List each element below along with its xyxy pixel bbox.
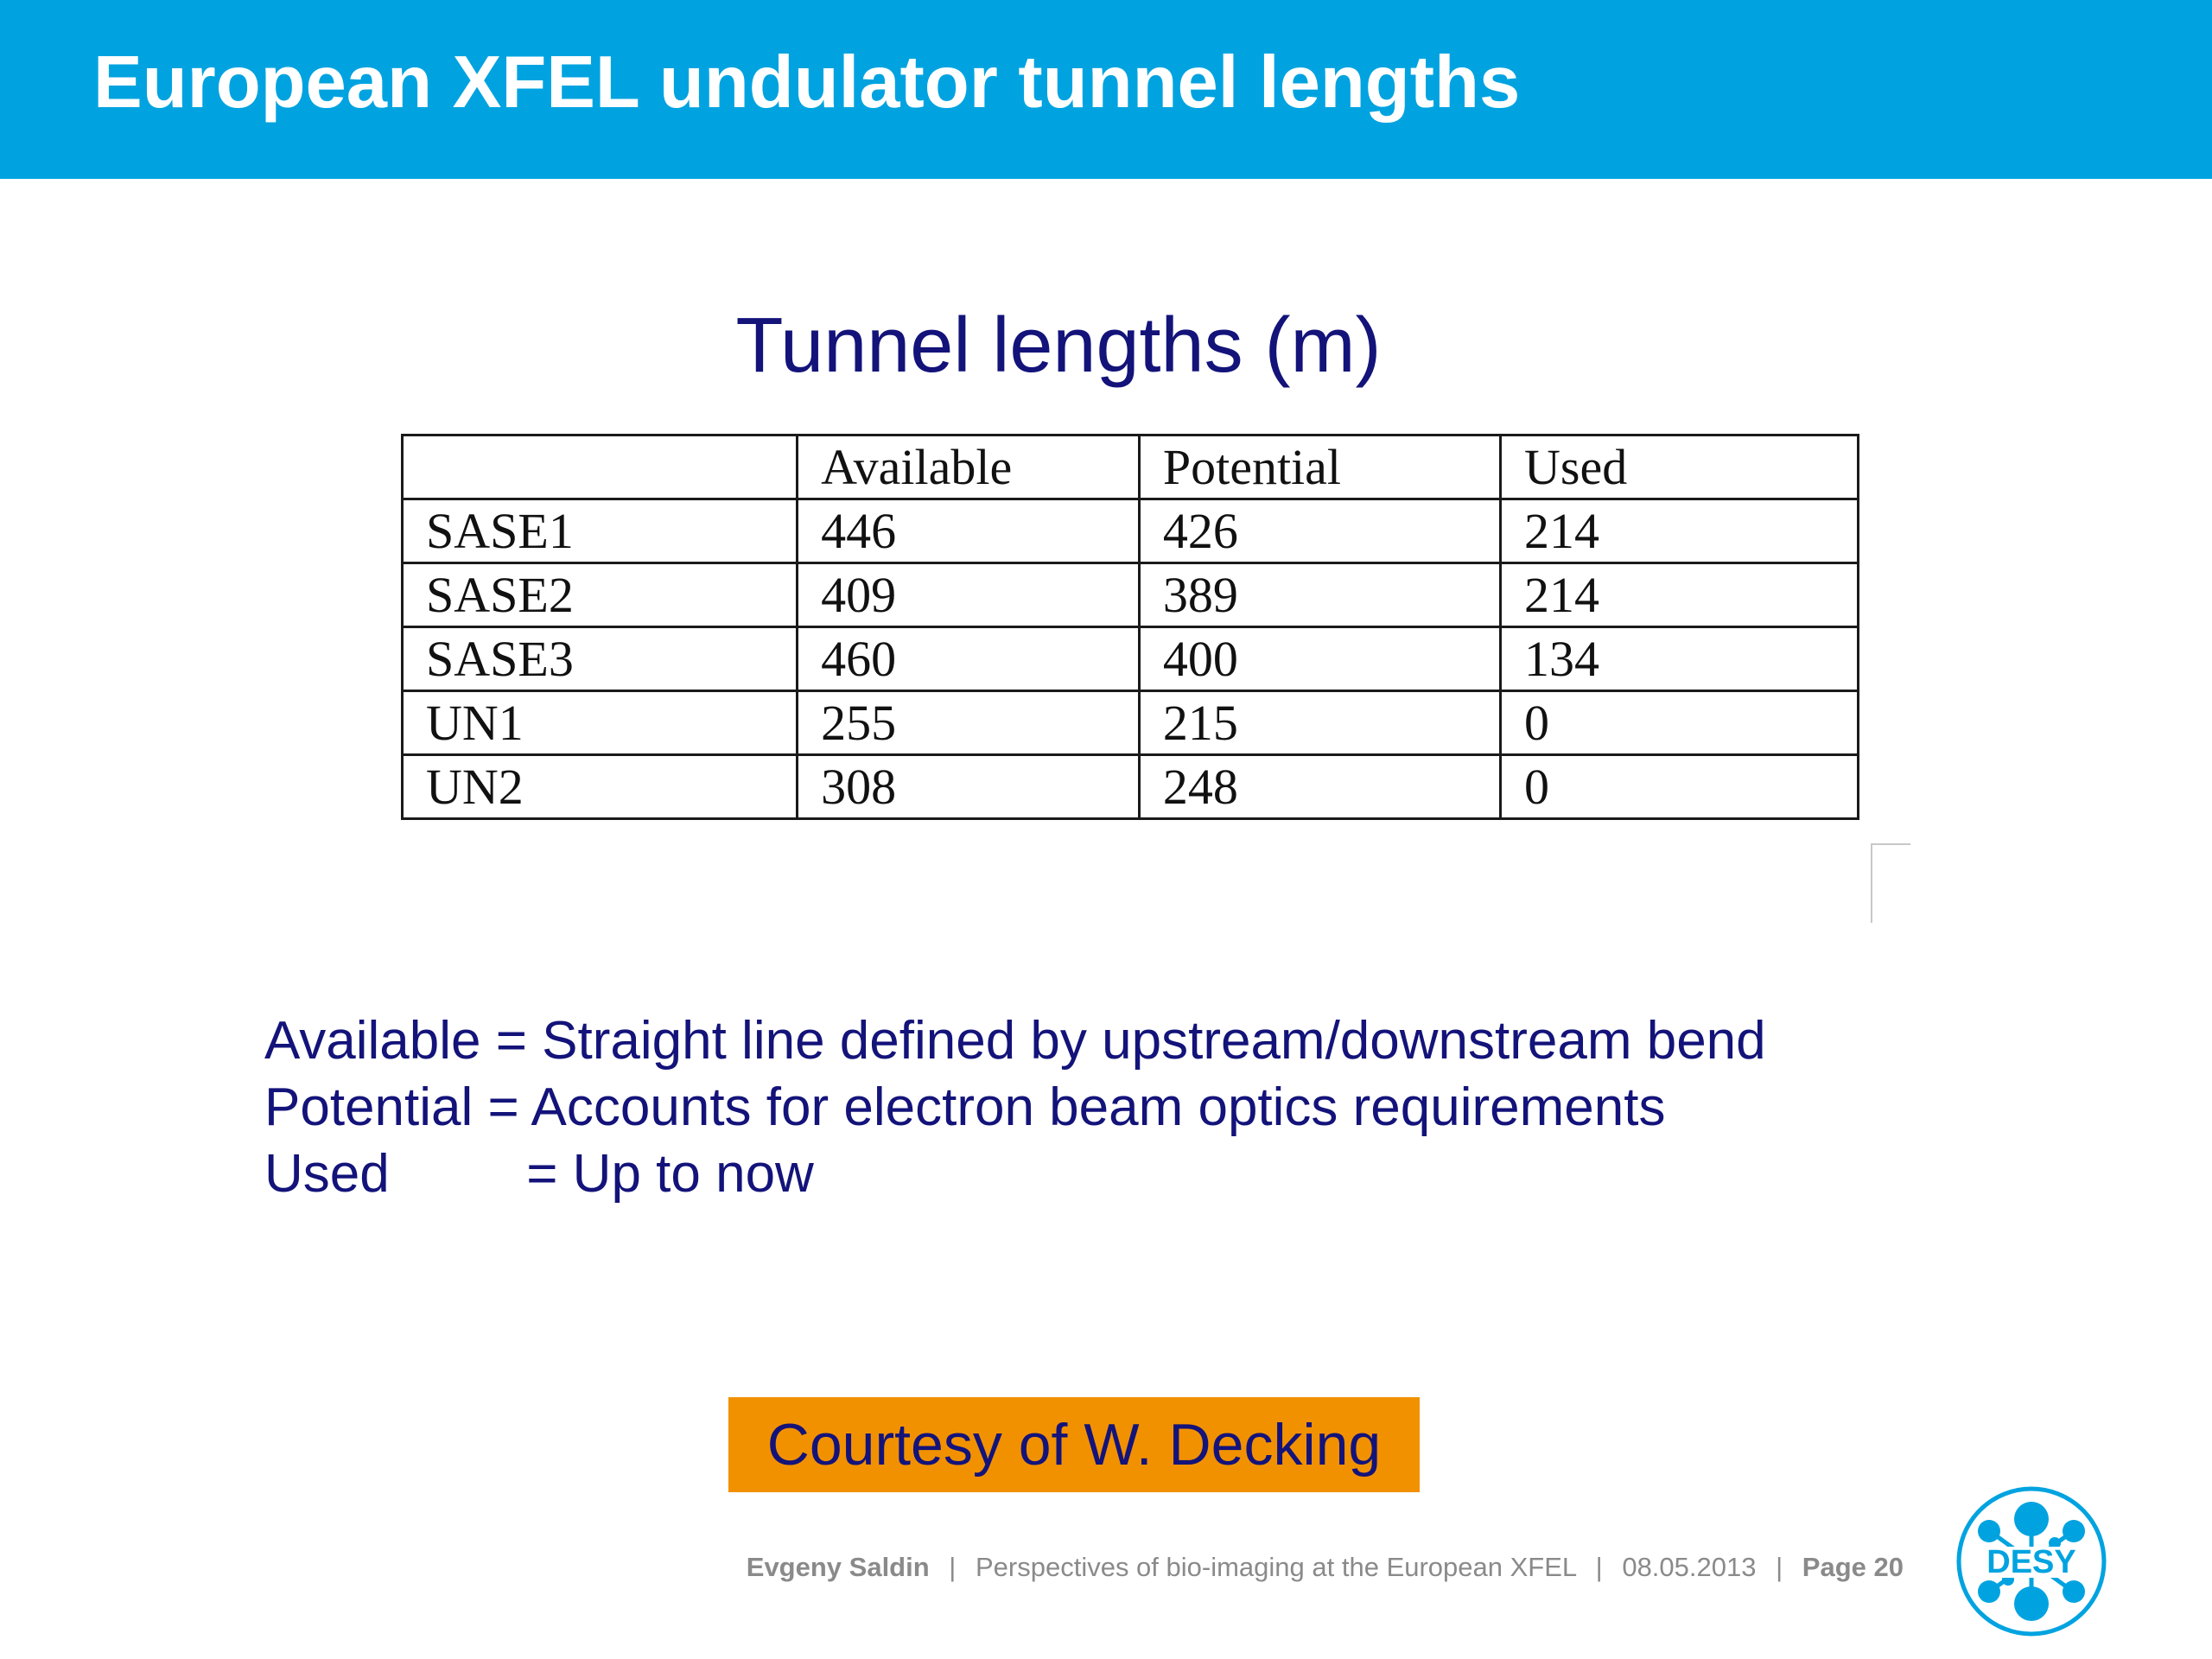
table-row bbox=[403, 499, 1859, 563]
definition-term: Potential bbox=[264, 1077, 474, 1137]
row-label: SASE3 bbox=[403, 627, 798, 691]
table-row bbox=[403, 755, 1859, 819]
table-cell: 0 bbox=[1501, 755, 1859, 819]
definition-used bbox=[264, 1141, 1766, 1207]
definition-potential bbox=[264, 1074, 1766, 1141]
table-cell: 215 bbox=[1139, 691, 1500, 755]
table-cell: 248 bbox=[1139, 755, 1500, 819]
definition-text: = Up to now bbox=[526, 1144, 814, 1204]
footer-author: Evgeny Saldin bbox=[746, 1552, 930, 1582]
table-row bbox=[403, 563, 1859, 627]
table-cell: 409 bbox=[798, 563, 1140, 627]
footer-page-number: Page 20 bbox=[1802, 1552, 1904, 1582]
definition-available bbox=[264, 1007, 1766, 1074]
row-label: UN1 bbox=[403, 691, 798, 755]
table-cell: 134 bbox=[1501, 627, 1859, 691]
table-cell: 255 bbox=[798, 691, 1140, 755]
table-cell: 460 bbox=[798, 627, 1140, 691]
table-row bbox=[403, 627, 1859, 691]
image-corner-mark bbox=[1871, 843, 1910, 923]
table-cell: 400 bbox=[1139, 627, 1500, 691]
logo-text: DESY bbox=[1986, 1544, 2076, 1580]
table-cell: 389 bbox=[1139, 563, 1500, 627]
row-label: SASE1 bbox=[403, 499, 798, 563]
footer-date: 08.05.2013 bbox=[1622, 1552, 1757, 1582]
definition-term: Available bbox=[264, 1011, 481, 1071]
column-header-available: Available bbox=[798, 435, 1140, 499]
table-cell: 214 bbox=[1501, 499, 1859, 563]
tunnel-lengths-table bbox=[401, 434, 1859, 820]
table-cell: 308 bbox=[798, 755, 1140, 819]
footer-separator: | bbox=[1595, 1552, 1603, 1582]
table-cell: 0 bbox=[1501, 691, 1859, 755]
table-cell: 426 bbox=[1139, 499, 1500, 563]
courtesy-box: Courtesy of W. Decking bbox=[728, 1397, 1420, 1492]
definition-text: = Accounts for electron beam optics requirements bbox=[487, 1077, 1666, 1137]
column-header-potential: Potential bbox=[1139, 435, 1500, 499]
desy-logo-icon bbox=[1955, 1484, 2108, 1638]
row-label: SASE2 bbox=[403, 563, 798, 627]
definition-term: Used bbox=[264, 1144, 390, 1204]
definitions-list bbox=[264, 1007, 1766, 1207]
table-row bbox=[403, 691, 1859, 755]
slide-title: European XFEL undulator tunnel lengths bbox=[93, 41, 1521, 124]
footer bbox=[747, 1550, 1904, 1585]
footer-separator: | bbox=[1776, 1552, 1783, 1582]
table-heading: Tunnel lengths (m) bbox=[735, 302, 1382, 389]
row-label: UN2 bbox=[403, 755, 798, 819]
footer-talk-title: Perspectives of bio-imaging at the European XFEL bbox=[975, 1552, 1577, 1582]
definition-text: = Straight line defined by upstream/downstream bend bbox=[495, 1011, 1766, 1071]
table-cell: 446 bbox=[798, 499, 1140, 563]
column-header bbox=[403, 435, 798, 499]
footer-separator: | bbox=[949, 1552, 957, 1582]
header-bar bbox=[0, 0, 2212, 179]
table-cell: 214 bbox=[1501, 563, 1859, 627]
table-header-row bbox=[403, 435, 1859, 499]
column-header-used: Used bbox=[1501, 435, 1859, 499]
